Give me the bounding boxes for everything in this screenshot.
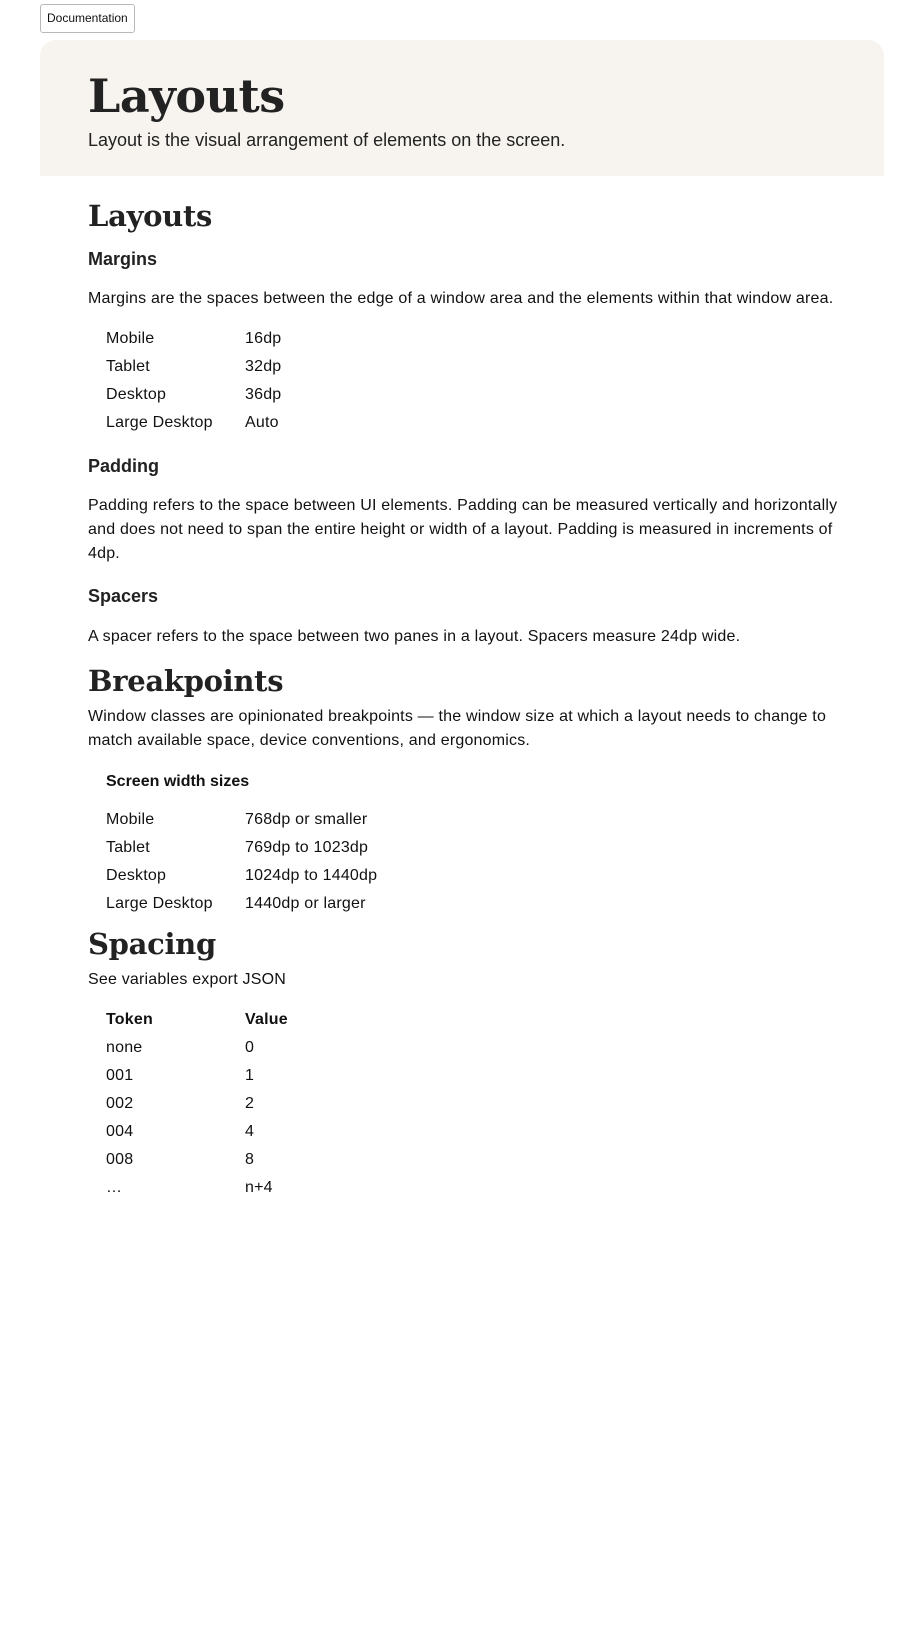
- layouts-heading: Layouts: [88, 199, 213, 233]
- token-value-cell: n+4: [245, 1179, 273, 1196]
- margins-heading: Margins: [88, 249, 158, 269]
- margins-device-cell: Tablet: [106, 358, 150, 375]
- token-column-header: Token: [106, 1011, 153, 1028]
- table-row: [106, 353, 281, 381]
- breakpoint-device-cell: Large Desktop: [106, 895, 213, 912]
- token-value-cell: 0: [245, 1039, 255, 1056]
- breakpoints-heading: Breakpoints: [88, 664, 284, 698]
- page-subtitle: Layout is the visual arrangement of elements on the screen.: [88, 130, 566, 150]
- breakpoint-value-cell: 1024dp to 1440dp: [245, 867, 378, 884]
- breakpoints-table: [106, 806, 377, 918]
- margins-device-cell: Large Desktop: [106, 414, 213, 431]
- table-row: [106, 834, 377, 862]
- margins-value-cell: 36dp: [245, 386, 282, 403]
- table-row: [106, 1174, 288, 1202]
- margins-description: Margins are the spaces between the edge of a window area and the elements within that window area.: [88, 290, 834, 307]
- margins-value-cell: Auto: [245, 414, 279, 431]
- breakpoint-device-cell: Tablet: [106, 839, 150, 856]
- token-cell: 004: [106, 1123, 134, 1140]
- token-cell: none: [106, 1039, 143, 1056]
- table-row: [106, 1146, 288, 1174]
- token-value-cell: 4: [245, 1123, 255, 1140]
- margins-device-cell: Desktop: [106, 386, 167, 403]
- margins-value-cell: 32dp: [245, 358, 282, 375]
- table-header-row: [106, 1006, 288, 1034]
- spacing-table: [106, 1006, 288, 1202]
- token-value-cell: 8: [245, 1151, 255, 1168]
- table-row: [106, 862, 377, 890]
- table-row: [106, 806, 377, 834]
- token-cell: …: [106, 1179, 123, 1196]
- token-cell: 002: [106, 1095, 134, 1112]
- breakpoint-value-cell: 1440dp or larger: [245, 895, 366, 912]
- table-row: [106, 325, 281, 353]
- table-row: [106, 1118, 288, 1146]
- breakpoint-value-cell: 769dp to 1023dp: [245, 839, 369, 856]
- padding-description: Padding refers to the space between UI elements. Padding can be measured vertically and horizontally and does not need to span the entire height or width of a layout. Padding is measured in increments of 4dp.: [88, 497, 838, 562]
- table-row: [106, 1034, 288, 1062]
- screen-width-caption: Screen width sizes: [106, 773, 250, 790]
- documentation-button[interactable]: Documentation: [40, 4, 135, 33]
- spacers-description: A spacer refers to the space between two panes in a layout. Spacers measure 24dp wide.: [88, 628, 741, 645]
- table-row: [106, 409, 281, 437]
- margins-table: [106, 325, 281, 437]
- padding-heading: Padding: [88, 456, 159, 476]
- value-column-header: Value: [245, 1011, 288, 1028]
- table-row: [106, 1090, 288, 1118]
- token-cell: 001: [106, 1067, 134, 1084]
- token-value-cell: 1: [245, 1067, 255, 1084]
- breakpoint-device-cell: Mobile: [106, 811, 155, 828]
- breakpoint-value-cell: 768dp or smaller: [245, 811, 368, 828]
- table-row: [106, 381, 281, 409]
- spacers-heading: Spacers: [88, 586, 159, 606]
- breakpoint-device-cell: Desktop: [106, 867, 167, 884]
- breakpoints-description: Window classes are opinionated breakpoints — the window size at which a layout needs to change to match available space, device conventions, and ergonomics.: [88, 708, 827, 749]
- page-header: [40, 40, 884, 176]
- margins-value-cell: 16dp: [245, 330, 282, 347]
- token-value-cell: 2: [245, 1095, 255, 1112]
- table-row: [106, 890, 377, 918]
- spacing-heading: Spacing: [88, 927, 216, 961]
- token-cell: 008: [106, 1151, 134, 1168]
- table-row: [106, 1062, 288, 1090]
- page-title: Layouts: [88, 69, 285, 123]
- margins-device-cell: Mobile: [106, 330, 155, 347]
- main-content: [88, 196, 848, 1202]
- spacing-description: See variables export JSON: [88, 971, 286, 988]
